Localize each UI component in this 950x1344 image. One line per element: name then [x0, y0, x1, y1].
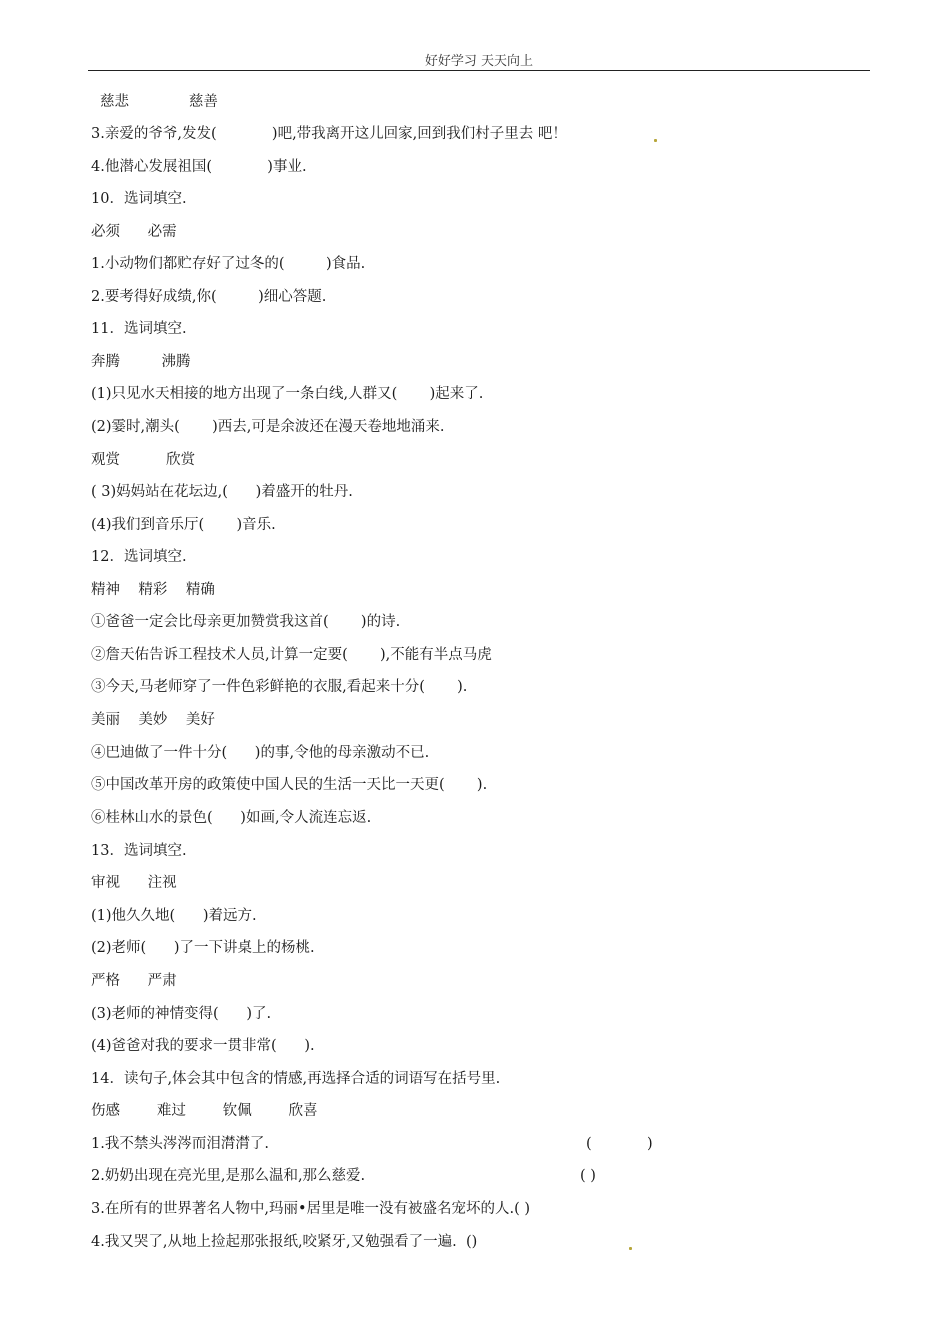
question-line: 4.他潜心发展祖国( )事业.: [91, 159, 307, 175]
word-choices: 严格 严肃: [91, 973, 177, 989]
word-choices: 奔腾 沸腾: [91, 354, 191, 370]
word-choices: 美丽 美妙 美好: [91, 712, 215, 728]
question-line: 3.在所有的世界著名人物中,玛丽•居里是唯一没有被盛名宠坏的人.( ): [91, 1201, 531, 1217]
word-choices: 慈悲 慈善: [100, 94, 218, 110]
section-heading: 10．选词填空.: [91, 191, 187, 207]
question-line: (1)他久久地( )着远方.: [91, 908, 257, 924]
word-choices: 必须 必需: [91, 224, 177, 240]
question-line: ①爸爸一定会比母亲更加赞赏我这首( )的诗.: [91, 614, 401, 630]
section-heading: 12．选词填空.: [91, 549, 187, 565]
question-line: (4)我们到音乐厅( )音乐.: [91, 517, 276, 533]
question-line: (2)霎时,潮头( )西去,可是余波还在漫天卷地地涌来.: [91, 419, 445, 435]
question-line: 1.小动物们都贮存好了过冬的( )食品.: [91, 256, 366, 272]
question-line: ②詹天佑告诉工程技术人员,计算一定要( ),不能有半点马虎: [91, 647, 492, 663]
question-line: (2)老师( )了一下讲桌上的杨桃.: [91, 940, 315, 956]
question-line: (4)爸爸对我的要求一贯非常( ).: [91, 1038, 315, 1054]
question-line: ③今天,马老师穿了一件色彩鲜艳的衣服,看起来十分( ).: [91, 679, 468, 695]
section-heading: 11．选词填空.: [91, 321, 187, 337]
word-choices: 精神 精彩 精确: [91, 582, 215, 598]
answer-bracket: ( ): [586, 1136, 653, 1152]
question-line: (1)只见水天相接的地方出现了一条白线,人群又( )起来了.: [91, 386, 484, 402]
question-line: ④巴迪做了一件十分( )的事,令他的母亲激动不已.: [91, 745, 430, 761]
stray-dot: [654, 139, 657, 142]
word-choices: 观赏 欣赏: [91, 452, 196, 468]
question-line: 4.我又哭了,从地上捡起那张报纸,咬紧牙,又勉强看了一遍. (): [91, 1234, 478, 1250]
stray-dot: [629, 1247, 632, 1250]
header-divider: [88, 70, 870, 71]
answer-bracket: ( ): [580, 1168, 596, 1184]
question-line: 2.奶奶出现在亮光里,是那么温和,那么慈爱.: [91, 1168, 366, 1184]
word-choices: 伤感 难过 钦佩 欣喜: [91, 1103, 318, 1119]
section-heading: 13．选词填空.: [91, 843, 187, 859]
question-line: 3.亲爱的爷爷,发发( )吧,带我离开这儿回家,回到我们村子里去 吧！: [91, 126, 567, 142]
question-line: ⑤中国改革开房的政策使中国人民的生活一天比一天更( ).: [91, 777, 488, 793]
question-line: 1.我不禁头涔涔而泪潸潸了.: [91, 1136, 269, 1152]
question-line: (3)老师的神情变得( )了.: [91, 1006, 272, 1022]
question-line: 2.要考得好成绩,你( )细心答题.: [91, 289, 327, 305]
section-heading: 14．读句子,体会其中包含的情感,再选择合适的词语写在括号里.: [91, 1071, 501, 1087]
question-line: ⑥桂林山水的景色( )如画,令人流连忘返.: [91, 810, 372, 826]
page-header: 好好学习 天天向上: [424, 54, 534, 69]
word-choices: 审视 注视: [91, 875, 177, 891]
question-line: ( 3)妈妈站在花坛边,( )着盛开的牡丹.: [91, 484, 353, 500]
